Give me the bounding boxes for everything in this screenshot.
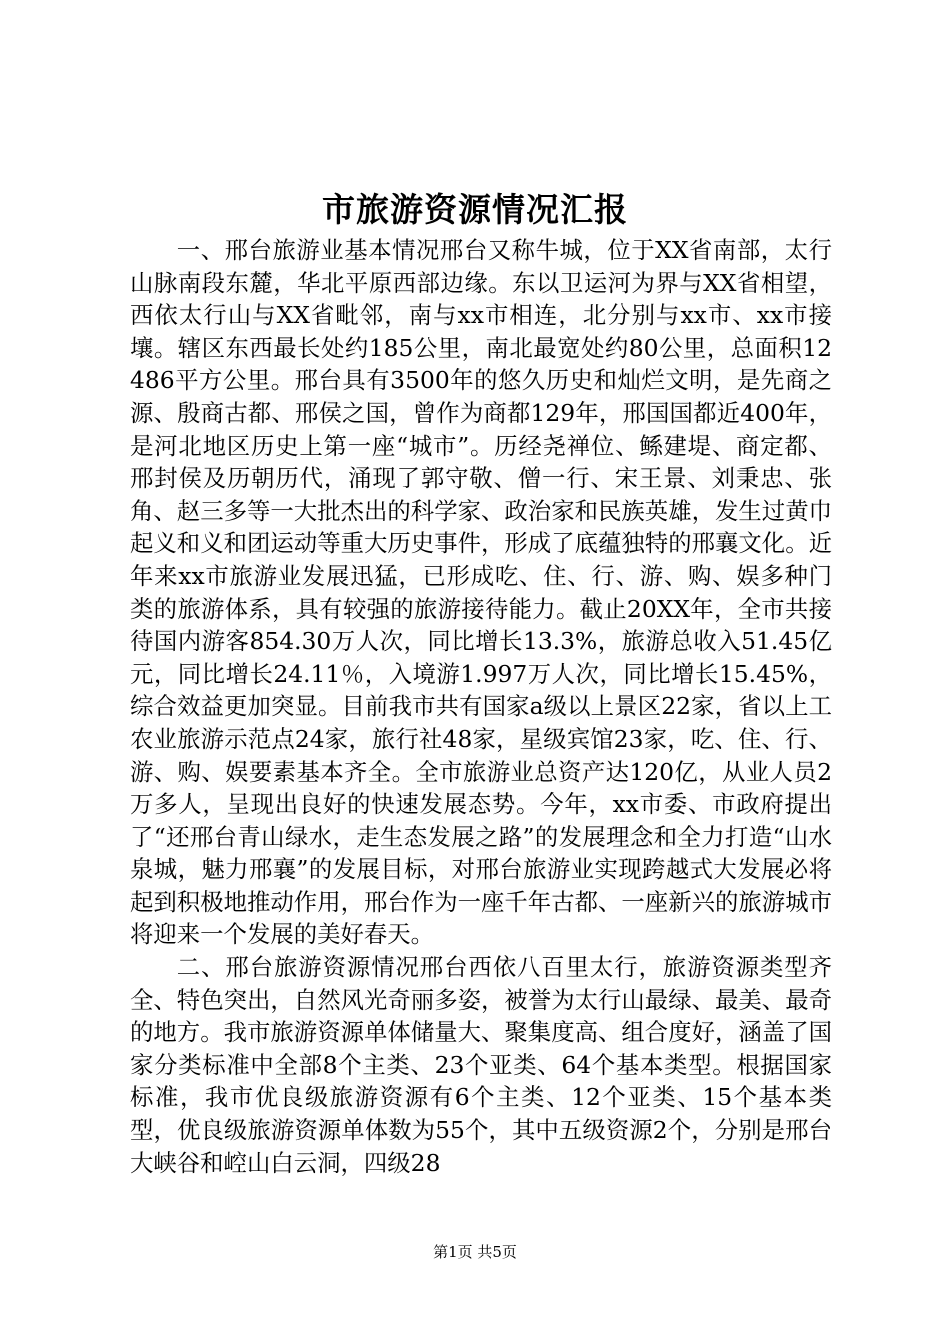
document-body	[130, 234, 832, 1179]
paragraph-2: 二、邢台旅游资源情况邢台西依八百里太行，旅游资源类型齐全、特色突出，自然风光奇丽多姿，被誉为太行山最绿、最美、最奇的地方。我市旅游资源单体储量大、聚集度高、组合度好，涵盖了国家分类标准中全部8个主类、23个亚类、64个基本类型。根据国家标准，我市优良级旅游资源有6个主类、12个亚类、15个基本类型，优良级旅游资源单体数为55个，其中五级资源2个，分别是邢台大峡谷和崆山白云洞，四级28	[130, 953, 832, 1177]
page-footer: 第1页 共5页	[433, 1243, 517, 1261]
paragraph-1: 一、邢台旅游业基本情况邢台又称牛城，位于XX省南部，太行山脉南段东麓，华北平原西部边缘。东以卫运河为界与XX省相望，西依太行山与XX省毗邻，南与xx市相连，北分别与xx市、xx市接壤。辖区东西最长处约185公里，南北最宽处约80公里，总面积12486平方公里。邢台具有3500年的悠久历史和灿烂文明，是先商之源、殷商古都、邢侯之国，曾作为商都129年，邢国国都近400年，是河北地区历史上第一座“城市”。历经尧禅位、鲧建堤、商定都、邢封侯及历朝历代，涌现了郭守敬、僧一行、宋王景、刘秉忠、张角、赵三多等一大批杰出的科学家、政治家和民族英雄，发生过黄巾起义和义和团运动等重大历史事件，形成了底蕴独特的邢襄文化。近年来xx市旅游业发展迅猛，已形成吃、住、行、游、购、娱多种门类的旅游体系，具有较强的旅游接待能力。截止20XX年，全市共接待国内游客854.30万人次，同比增长13.3%，旅游总收入51.45亿元，同比增长24.11％，入境游1.997万人次，同比增长15.45%，综合效益更加突显。目前我市共有国家a级以上景区22家，省以上工农业旅游示范点24家，旅行社48家，星级宾馆23家，吃、住、行、游、购、娱要素基本齐全。全市旅游业总资产达120亿，从业人员2万多人，呈现出良好的快速发展态势。今年，xx市委、市政府提出了“还邢台青山绿水，走生态发展之路”的发展理念和全力打造“山水泉城，魅力邢襄”的发展目标，对邢台旅游业实现跨越式大发展必将起到积极地推动作用，邢台作为一座千年古都、一座新兴的旅游城市将迎来一个发展的美好春天。	[130, 236, 832, 949]
document-title: 市旅游资源情况汇报	[322, 190, 628, 229]
